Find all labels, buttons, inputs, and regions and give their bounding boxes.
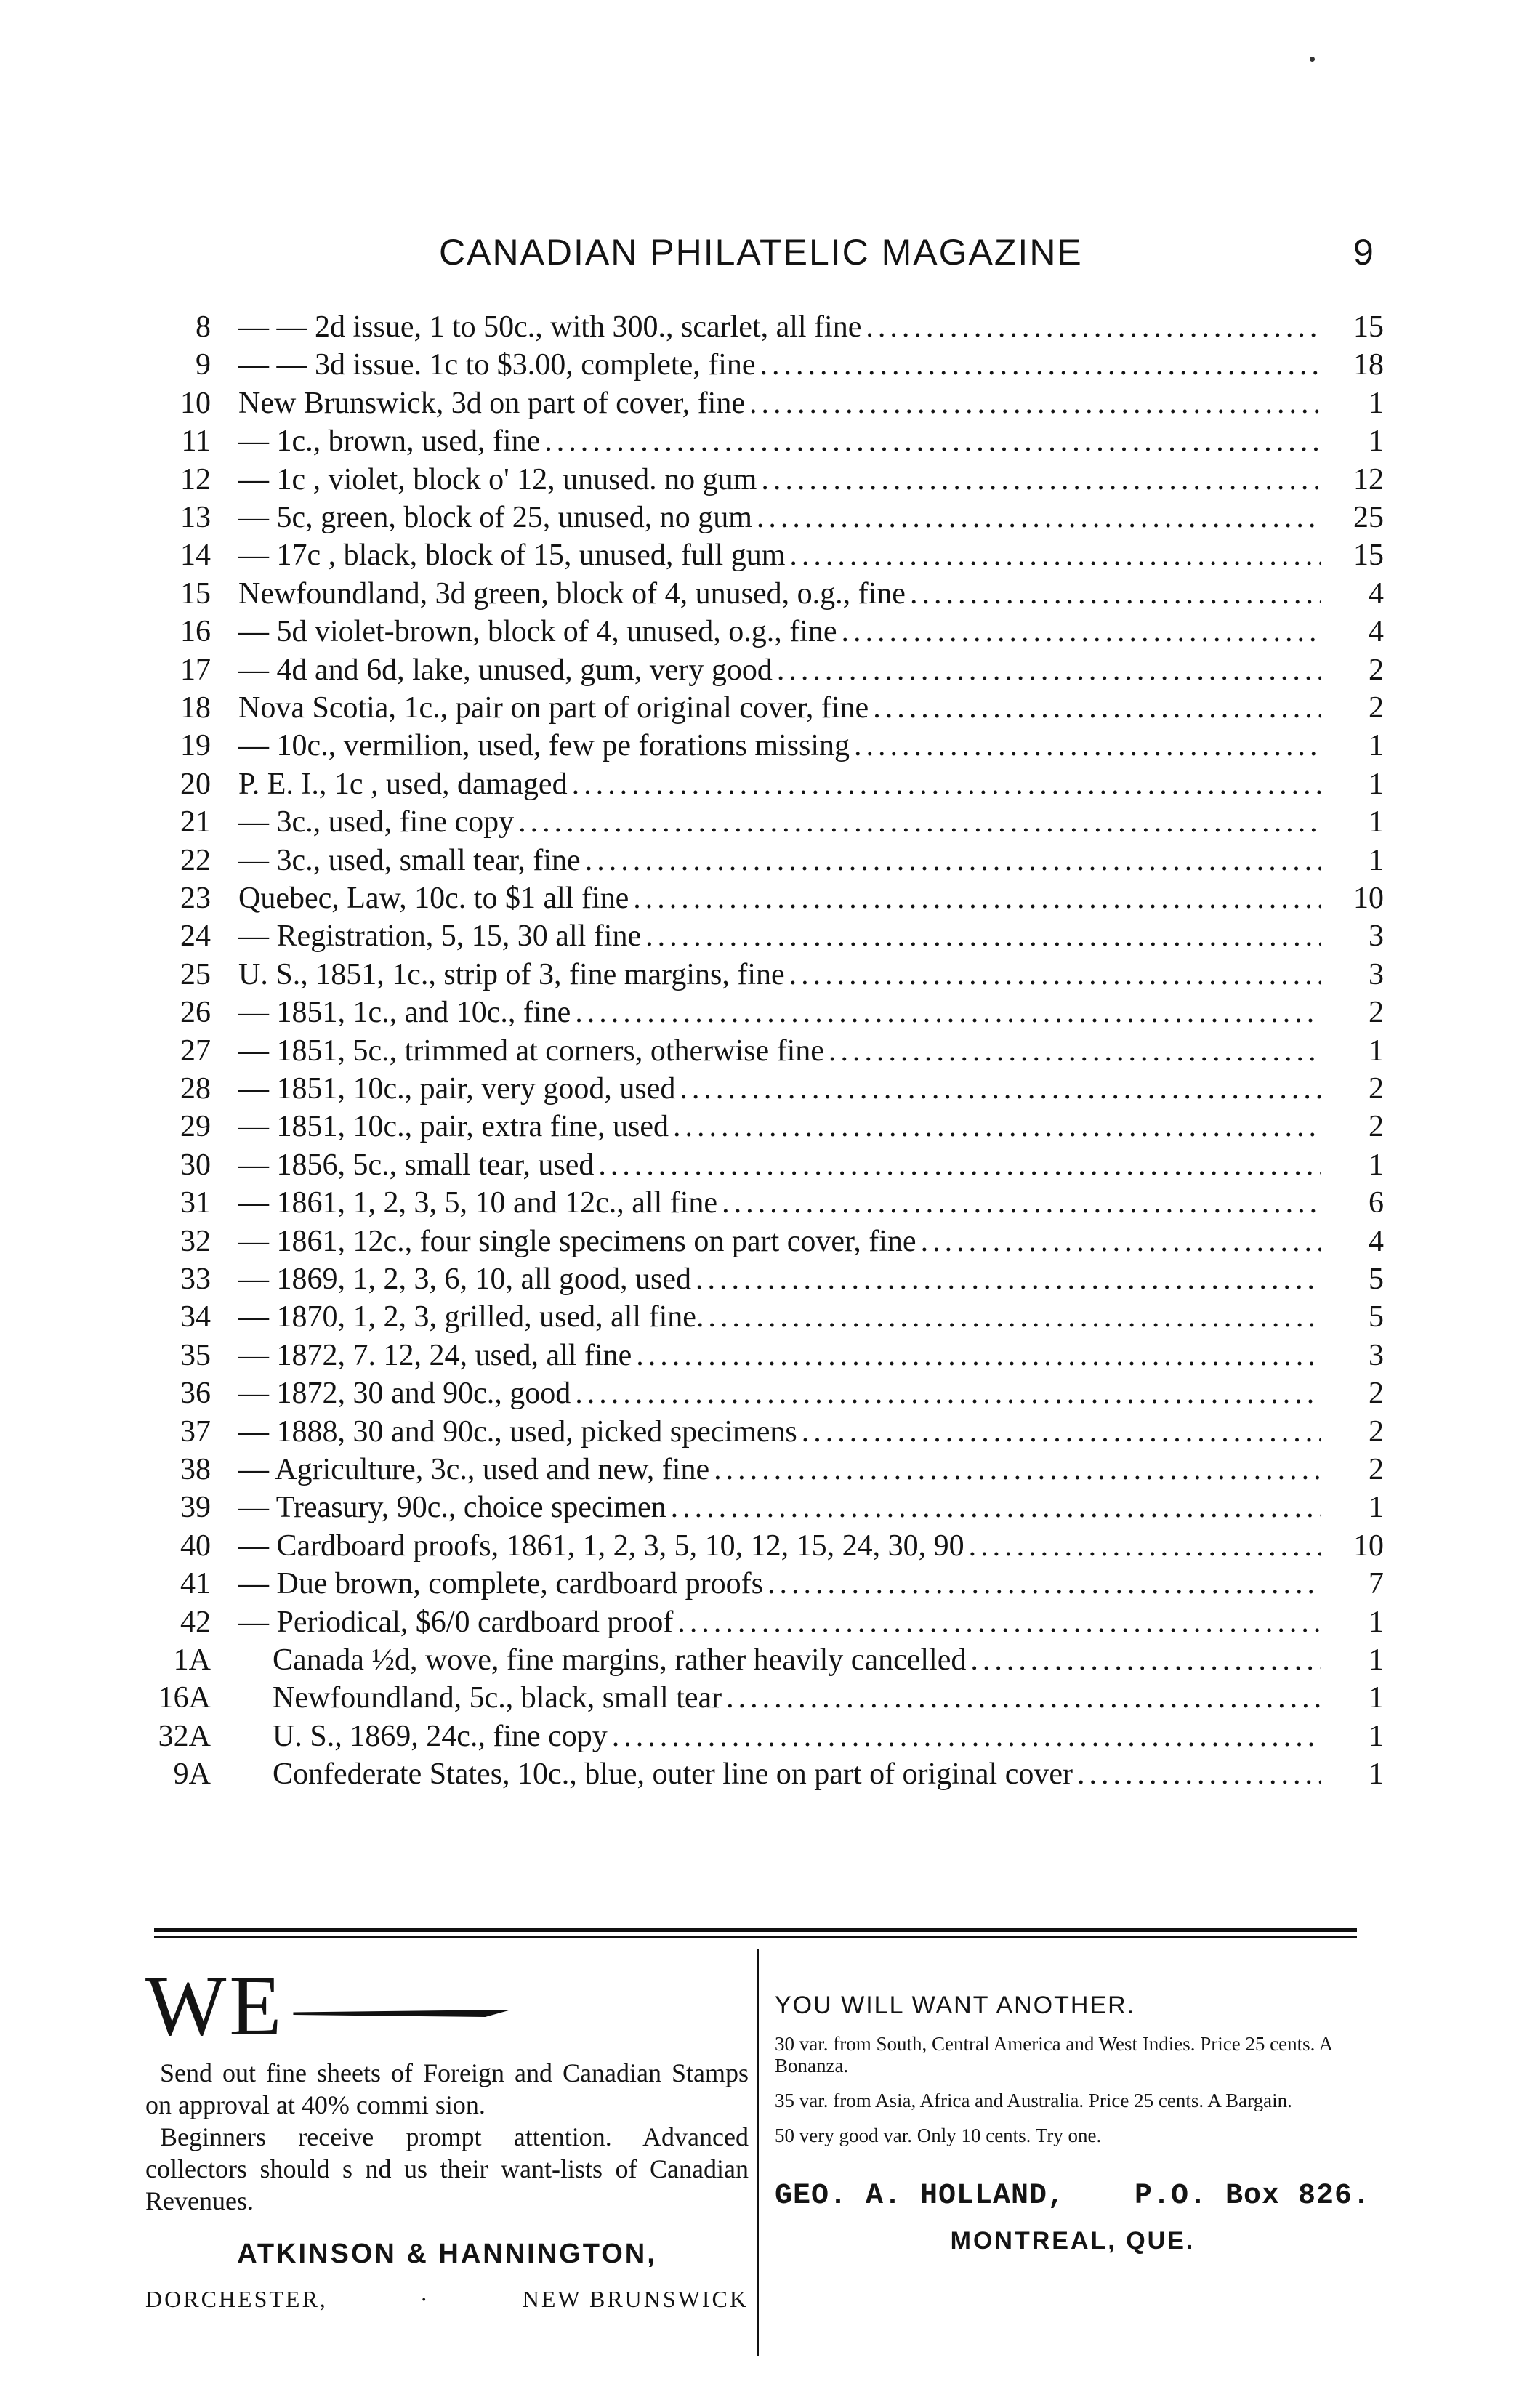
list-item <box>0 686 1527 730</box>
dot-leader <box>824 1029 1321 1073</box>
item-number: 10 <box>180 386 211 420</box>
item-quantity: 15 <box>1353 310 1384 344</box>
list-item <box>0 877 1527 920</box>
item-quantity: 10 <box>1353 882 1384 915</box>
list-item <box>0 1067 1527 1111</box>
item-quantity: 15 <box>1353 539 1384 573</box>
item-description-line <box>238 343 1321 387</box>
list-item <box>0 991 1527 1034</box>
item-description-line <box>238 419 1321 463</box>
item-number: 41 <box>180 1567 211 1601</box>
item-description-line <box>238 1334 1321 1377</box>
item-description: — Registration, 5, 15, 30 all fine <box>238 919 642 954</box>
item-quantity: 1 <box>1369 1491 1384 1525</box>
dot-leader <box>608 1715 1321 1758</box>
list-item <box>0 1295 1527 1339</box>
item-number: 11 <box>181 424 211 459</box>
page-header <box>0 231 1527 282</box>
item-description-line <box>238 724 1321 768</box>
item-number: 8 <box>196 310 211 344</box>
item-description: — Treasury, 90c., choice specimen <box>238 1491 666 1525</box>
item-quantity: 1 <box>1369 1605 1384 1639</box>
item-number: 19 <box>180 729 211 763</box>
item-description: — — 3d issue. 1c to $3.00, complete, fine <box>238 348 756 382</box>
dot-leader <box>641 914 1321 958</box>
item-number: 1A <box>173 1643 211 1677</box>
item-description: — 3c., used, small tear, fine <box>238 843 581 877</box>
dot-leader <box>568 762 1321 806</box>
location-province: NEW BRUNSWICK <box>522 2286 749 2312</box>
item-number: 14 <box>180 539 211 573</box>
dot-leader <box>540 419 1321 463</box>
item-description-line <box>238 991 1321 1034</box>
dot-leader <box>666 1486 1321 1529</box>
list-item <box>0 305 1527 349</box>
item-description: — Due brown, complete, cardboard proofs <box>238 1567 763 1601</box>
item-description: — 1c., brown, used, fine <box>238 424 541 459</box>
dot-leader <box>861 305 1321 349</box>
item-quantity: 4 <box>1369 615 1384 649</box>
item-quantity: 2 <box>1369 996 1384 1030</box>
item-quantity: 1 <box>1369 843 1384 877</box>
list-item <box>0 496 1527 539</box>
item-quantity: 3 <box>1369 919 1384 954</box>
item-quantity: 1 <box>1369 767 1384 801</box>
item-description-line <box>238 1257 1321 1301</box>
item-description: — 1851, 10c., pair, very good, used <box>238 1072 676 1106</box>
list-item <box>0 1181 1527 1225</box>
item-number: 40 <box>180 1529 211 1563</box>
item-description: New Brunswick, 3d on part of cover, fine <box>238 386 745 420</box>
item-description-line <box>238 839 1321 882</box>
list-item <box>0 648 1527 692</box>
list-item <box>0 1029 1527 1073</box>
item-description: — 1851, 5c., trimmed at corners, otherwise fine <box>238 1034 824 1068</box>
pen-stroke-icon <box>293 2010 511 2017</box>
item-number: 27 <box>180 1034 211 1068</box>
item-quantity: 1 <box>1369 805 1384 839</box>
item-number: 34 <box>180 1300 211 1334</box>
item-description-line <box>273 1638 1321 1682</box>
item-quantity: 4 <box>1369 1224 1384 1258</box>
list-item <box>0 458 1527 502</box>
item-quantity: 12 <box>1353 462 1384 496</box>
list-item <box>0 343 1527 387</box>
item-description: — 1872, 7. 12, 24, used, all fine <box>238 1338 632 1372</box>
item-number: 28 <box>180 1072 211 1106</box>
item-description-line <box>238 1143 1321 1187</box>
advert-heading: YOU WILL WANT ANOTHER. <box>775 1992 1136 2019</box>
item-description-line <box>238 1600 1321 1644</box>
item-number: 30 <box>180 1148 211 1182</box>
item-description: — 5c, green, block of 25, unused, no gum <box>238 501 752 534</box>
item-description-line <box>238 1524 1321 1568</box>
item-description-line <box>273 1715 1321 1758</box>
dot-leader <box>869 686 1321 730</box>
item-description-line <box>238 648 1321 692</box>
item-number: 32A <box>158 1719 211 1753</box>
item-description-line <box>238 305 1321 349</box>
item-description-line <box>238 458 1321 502</box>
item-quantity: 1 <box>1369 1681 1384 1715</box>
dot-leader <box>691 1257 1321 1301</box>
item-description-line <box>238 800 1321 844</box>
dot-leader <box>581 839 1321 882</box>
holland-advert <box>775 1992 1371 2255</box>
list-item <box>0 914 1527 958</box>
item-number: 13 <box>180 501 211 534</box>
item-number: 36 <box>180 1377 211 1411</box>
item-description: — 1851, 1c., and 10c., fine <box>238 996 571 1030</box>
advert-seller-name: GEO. A. HOLLAND, <box>775 2180 1066 2212</box>
dot-leader <box>763 1562 1321 1606</box>
item-quantity: 2 <box>1369 1110 1384 1144</box>
item-number: 18 <box>180 691 211 725</box>
dot-leader <box>745 382 1321 425</box>
item-description: — 1872, 30 and 90c., good <box>238 1377 571 1411</box>
item-quantity: 2 <box>1369 1377 1384 1411</box>
item-description: — — 2d issue, 1 to 50c., with 300., scarlet, all fine <box>238 310 862 344</box>
dot-leader <box>675 1067 1321 1111</box>
advert-city: MONTREAL, QUE. <box>950 2227 1196 2255</box>
item-number: 12 <box>180 462 211 496</box>
item-description: U. S., 1869, 24c., fine copy <box>273 1719 608 1753</box>
atkinson-advert <box>145 1955 749 2313</box>
divider-rule-thick <box>154 1928 1357 1932</box>
item-number: 26 <box>180 996 211 1030</box>
item-description-line <box>238 1486 1321 1529</box>
item-number: 9 <box>196 348 211 382</box>
list-item <box>0 800 1527 844</box>
dot-leader <box>756 343 1321 387</box>
item-description-line <box>238 1372 1321 1415</box>
item-number: 31 <box>180 1186 211 1220</box>
item-description-line <box>238 953 1321 996</box>
item-number: 22 <box>180 843 211 877</box>
advert-text-1: Send out fine sheets of Foreign and Canadian Stamps on approval at 40% commi sion. <box>145 2058 749 2119</box>
item-quantity: 25 <box>1353 501 1384 534</box>
item-quantity: 2 <box>1369 1414 1384 1449</box>
item-description: — 10c., vermilion, used, few pe forations missing <box>238 729 850 763</box>
item-quantity: 1 <box>1369 1757 1384 1792</box>
item-quantity: 1 <box>1369 424 1384 459</box>
item-quantity: 1 <box>1369 1034 1384 1068</box>
item-description-line <box>273 1676 1321 1720</box>
item-description: — 1856, 5c., small tear, used <box>238 1148 595 1182</box>
item-description: — 1870, 1, 2, 3, grilled, used, all fine. <box>238 1300 704 1334</box>
item-number: 42 <box>180 1605 211 1639</box>
dot-leader <box>669 1105 1321 1148</box>
item-number: 32 <box>180 1224 211 1258</box>
item-description: U. S., 1851, 1c., strip of 3, fine margins, fine <box>238 957 785 991</box>
advert-firm-name: ATKINSON & HANNINGTON, <box>237 2239 657 2269</box>
dot-leader <box>966 1638 1321 1682</box>
item-quantity: 1 <box>1369 729 1384 763</box>
dot-leader <box>916 1220 1321 1263</box>
list-item <box>0 1676 1527 1720</box>
item-number: 24 <box>180 919 211 954</box>
page-number: 9 <box>1353 232 1374 273</box>
dot-leader <box>752 496 1321 539</box>
item-description: Newfoundland, 3d green, block of 4, unused, o.g., fine <box>238 576 906 611</box>
list-item <box>0 1448 1527 1491</box>
item-quantity: 1 <box>1369 386 1384 420</box>
item-description: — 3c., used, fine copy <box>238 805 515 839</box>
item-description: — 4d and 6d, lake, unused, gum, very good <box>238 653 773 687</box>
item-description-line <box>238 1220 1321 1263</box>
dot-leader <box>773 648 1321 692</box>
dot-leader <box>514 800 1321 844</box>
divider-rule-thin <box>154 1936 1357 1938</box>
list-item <box>0 572 1527 616</box>
item-quantity: 2 <box>1369 653 1384 687</box>
item-description-line <box>238 1105 1321 1148</box>
item-description: Quebec, Law, 10c. to $1 all fine <box>238 882 629 915</box>
location-town: DORCHESTER, <box>145 2286 328 2312</box>
item-quantity: 3 <box>1369 957 1384 991</box>
list-item <box>0 382 1527 425</box>
item-description-line <box>238 1562 1321 1606</box>
item-quantity: 2 <box>1369 691 1384 725</box>
magazine-title: CANADIAN PHILATELIC MAGAZINE <box>439 232 1083 273</box>
item-description-line <box>238 533 1321 577</box>
dot-leader <box>709 1448 1321 1491</box>
we-logo-text: WE <box>145 1958 285 2053</box>
advert-po-box: P.O. Box 826. <box>1134 2180 1371 2212</box>
list-item <box>0 419 1527 463</box>
item-description: Confederate States, 10c., blue, outer line on part of original cover <box>273 1757 1073 1792</box>
item-number: 29 <box>180 1110 211 1144</box>
item-quantity: 5 <box>1369 1300 1384 1334</box>
list-item <box>0 533 1527 577</box>
dot-leader <box>837 610 1321 653</box>
dot-leader <box>757 458 1321 502</box>
list-item <box>0 762 1527 806</box>
dot-leader <box>964 1524 1321 1568</box>
item-description: — Cardboard proofs, 1861, 1, 2, 3, 5, 10, 12, 15, 24, 30, 90 <box>238 1529 964 1563</box>
item-number: 38 <box>180 1453 211 1486</box>
item-quantity: 3 <box>1369 1338 1384 1372</box>
advert-contact <box>775 2180 1371 2212</box>
list-item <box>0 1638 1527 1682</box>
dot-leader <box>906 572 1321 616</box>
dot-leader <box>850 724 1321 768</box>
item-number: 33 <box>180 1263 211 1296</box>
item-quantity: 2 <box>1369 1453 1384 1486</box>
item-description-line <box>238 686 1321 730</box>
item-description: — 1861, 1, 2, 3, 5, 10 and 12c., all fine <box>238 1186 718 1220</box>
item-description-line <box>238 877 1321 920</box>
item-description-line <box>238 572 1321 616</box>
item-description: P. E. I., 1c , used, damaged <box>238 767 568 801</box>
item-description-line <box>238 496 1321 539</box>
item-quantity: 7 <box>1369 1567 1384 1601</box>
item-quantity: 2 <box>1369 1072 1384 1106</box>
advert-text-2: Beginners receive prompt attention. Advanced collectors should s nd us their want-lists of Canadian Revenues. <box>145 2122 749 2215</box>
item-description-line <box>238 1181 1321 1225</box>
list-item <box>0 1600 1527 1644</box>
item-number: 16 <box>180 615 211 649</box>
we-logo <box>145 1955 749 2057</box>
item-description: Canada ½d, wove, fine margins, rather heavily cancelled <box>273 1643 967 1677</box>
list-item <box>0 953 1527 996</box>
item-number: 23 <box>180 882 211 915</box>
item-number: 25 <box>180 957 211 991</box>
list-item <box>0 1562 1527 1606</box>
location-separator: · <box>419 2286 430 2312</box>
item-description-line <box>273 1752 1321 1796</box>
item-description: — 1869, 1, 2, 3, 6, 10, all good, used <box>238 1263 691 1296</box>
item-description: — 1851, 10c., pair, extra fine, used <box>238 1110 669 1144</box>
item-number: 17 <box>180 653 211 687</box>
item-description-line <box>238 914 1321 958</box>
item-description-line <box>238 610 1321 653</box>
item-number: 37 <box>180 1414 211 1449</box>
item-quantity: 1 <box>1369 1148 1384 1182</box>
item-description: — 1861, 12c., four single specimens on part cover, fine <box>238 1224 916 1258</box>
list-item <box>0 1105 1527 1148</box>
item-description: — 1888, 30 and 90c., used, picked specimens <box>238 1414 797 1449</box>
item-number: 15 <box>180 576 211 611</box>
item-quantity: 10 <box>1353 1529 1384 1563</box>
dot-leader <box>632 1334 1321 1377</box>
item-description-line <box>238 1295 1321 1339</box>
list-item <box>0 1257 1527 1301</box>
item-quantity: 4 <box>1369 576 1384 611</box>
dot-leader <box>717 1181 1321 1225</box>
item-quantity: 1 <box>1369 1643 1384 1677</box>
item-description-line <box>238 1410 1321 1454</box>
dot-leader <box>571 1372 1321 1415</box>
advert-location <box>145 2286 749 2313</box>
list-item <box>0 1752 1527 1796</box>
list-item <box>0 1524 1527 1568</box>
item-description-line <box>238 1448 1321 1491</box>
offer-2: 35 var. from Asia, Africa and Australia. Price 25 cents. A Bargain. <box>775 2090 1292 2111</box>
dot-leader <box>673 1600 1321 1644</box>
list-item <box>0 839 1527 882</box>
list-item <box>0 724 1527 768</box>
item-quantity: 5 <box>1369 1263 1384 1296</box>
item-description: — 1c , violet, block o' 12, unused. no gum <box>238 462 757 496</box>
dot-leader <box>594 1143 1321 1187</box>
dot-leader <box>629 877 1321 920</box>
item-description-line <box>238 1067 1321 1111</box>
list-item <box>0 1334 1527 1377</box>
item-description-line <box>238 762 1321 806</box>
item-quantity: 18 <box>1353 348 1384 382</box>
list-item <box>0 1372 1527 1415</box>
list-item <box>0 610 1527 653</box>
dot-leader <box>785 533 1321 577</box>
item-description: Newfoundland, 5c., black, small tear <box>273 1681 722 1715</box>
list-item <box>0 1220 1527 1263</box>
item-description-line <box>238 382 1321 425</box>
list-item <box>0 1143 1527 1187</box>
dot-leader <box>722 1676 1321 1720</box>
item-quantity: 6 <box>1369 1186 1384 1220</box>
list-item <box>0 1410 1527 1454</box>
item-number: 20 <box>180 767 211 801</box>
dot-leader <box>1073 1752 1321 1796</box>
item-description: — Periodical, $6/0 cardboard proof <box>238 1605 674 1639</box>
dot-leader <box>785 953 1321 996</box>
item-description: — 17c , black, block of 15, unused, full gum <box>238 539 786 573</box>
item-description: — Agriculture, 3c., used and new, fine <box>238 1453 710 1486</box>
item-number: 16A <box>158 1681 211 1715</box>
offer-1: 30 var. from South, Central America and West Indies. Price 25 cents. A Bonanza. <box>775 2033 1332 2077</box>
item-number: 39 <box>180 1491 211 1525</box>
item-number: 21 <box>180 805 211 839</box>
advert-column-divider <box>757 1949 759 2356</box>
item-description: Nova Scotia, 1c., pair on part of original cover, fine <box>238 691 869 725</box>
ink-speck <box>1310 57 1315 62</box>
item-quantity: 1 <box>1369 1719 1384 1753</box>
offer-3: 50 very good var. Only 10 cents. Try one. <box>775 2125 1102 2146</box>
list-item <box>0 1486 1527 1529</box>
list-item <box>0 1715 1527 1758</box>
item-description-line <box>238 1029 1321 1073</box>
dot-leader <box>704 1295 1321 1339</box>
item-description: — 5d violet-brown, block of 4, unused, o.g., fine <box>238 615 837 649</box>
item-number: 35 <box>180 1338 211 1372</box>
item-number: 9A <box>173 1757 211 1792</box>
dot-leader <box>571 991 1321 1034</box>
advert-body <box>145 2057 749 2217</box>
dot-leader <box>797 1410 1321 1454</box>
